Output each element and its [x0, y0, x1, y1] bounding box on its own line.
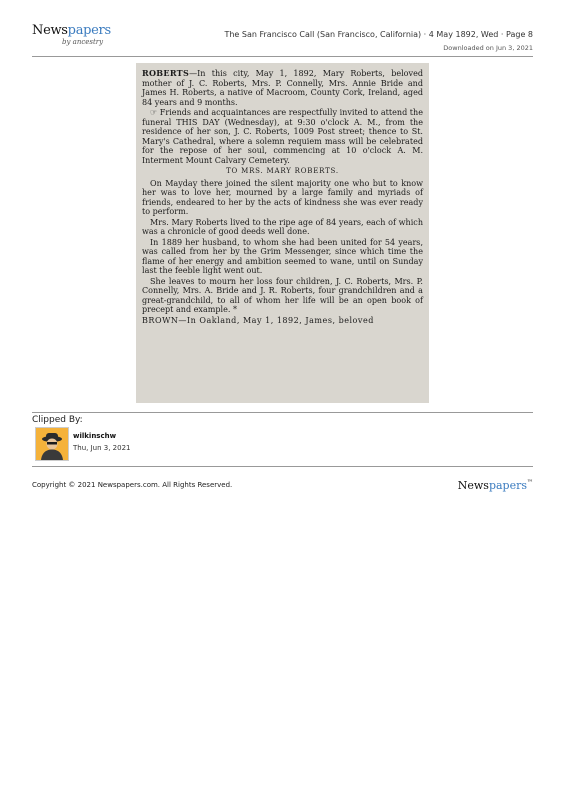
tribute-paragraph-3: In 1889 her husband, to whom she had been united for 54 years, was called from her by the Grim Messenger, since which time the flame of her energy and ambition seemed to wane, until on Sunday last the feeble light went out.	[142, 237, 423, 275]
clip-divider-bottom	[32, 466, 533, 467]
newspapers-logo[interactable]	[32, 24, 122, 52]
footer-logo-dark: News	[457, 479, 489, 492]
logo-text-dark: News	[32, 23, 68, 38]
obituary-name: ROBERTS	[142, 68, 190, 78]
tribute-heading: TO MRS. MARY ROBERTS.	[226, 167, 339, 175]
obituary-text: —In this city, May 1, 1892, Mary Roberts, beloved mother of J. C. Roberts, Mrs. P. Connelly, Mrs. Annie Bride and James H. Roberts, a native of Macroom, County Cork, Ireland, aged 84 years and 9 months.	[142, 69, 423, 107]
header-divider	[32, 56, 533, 57]
tribute-paragraph-1: On Mayday there joined the silent majority one who but to know her was to love her, mourned by a large family and myriads of friends, endeared to her by the acts of kindness she was ever ready to perform.	[142, 178, 423, 216]
logo-tagline: by ancestry	[62, 38, 104, 46]
logo-text-blue: papers	[67, 23, 111, 38]
tribute-paragraph-4: She leaves to mourn her loss four children, J. C. Roberts, Mrs. P. Connelly, Mrs. A. Bride and J. R. Roberts, four grandchildren and a great-grandchild, to all of whom her life will be an open book of precept and example. *	[142, 276, 423, 314]
clipper-username[interactable]: wilkinschw	[73, 432, 117, 440]
tribute-paragraph-2: Mrs. Mary Roberts lived to the ripe age of 84 years, each of which was a chronicle of good deeds well done.	[142, 217, 423, 236]
source-title: The San Francisco Call (San Francisco, California) · 4 May 1892, Wed · Page 8	[224, 30, 533, 39]
clip-date: Thu, Jun 3, 2021	[73, 444, 131, 452]
logo-wordmark	[32, 24, 122, 38]
footer-logo-mark: ™	[527, 479, 533, 486]
clip-divider-top	[32, 412, 533, 413]
footer-logo[interactable]	[458, 479, 533, 492]
detective-avatar-icon[interactable]	[35, 427, 69, 461]
copyright-text: Copyright © 2021 Newspapers.com. All Rights Reserved.	[32, 481, 233, 489]
download-date: Downloaded on Jun 3, 2021	[443, 44, 533, 52]
clipped-by-label: Clipped By:	[32, 415, 83, 425]
avatar-graphic	[36, 428, 68, 460]
newspaper-clipping	[136, 63, 429, 403]
funeral-notice: ☞ Friends and acquaintances are respectfully invited to attend the funeral THIS DAY (Wednesday), at 9:30 o'clock A. M., from the residence of her son, J. C. Roberts, 1009 Post street; thence to St. Mary's Cathedral, where a solemn requiem mass will be celebrated for the repose of her soul, commencing at 10 o'clock A. M. Interment Mount Calvary Cemetery.	[142, 108, 423, 165]
cut-off-line: BROWN—In Oakland, May 1, 1892, James, beloved	[142, 315, 374, 325]
footer-logo-blue: papers	[488, 479, 527, 492]
obituary-paragraph	[142, 69, 423, 107]
